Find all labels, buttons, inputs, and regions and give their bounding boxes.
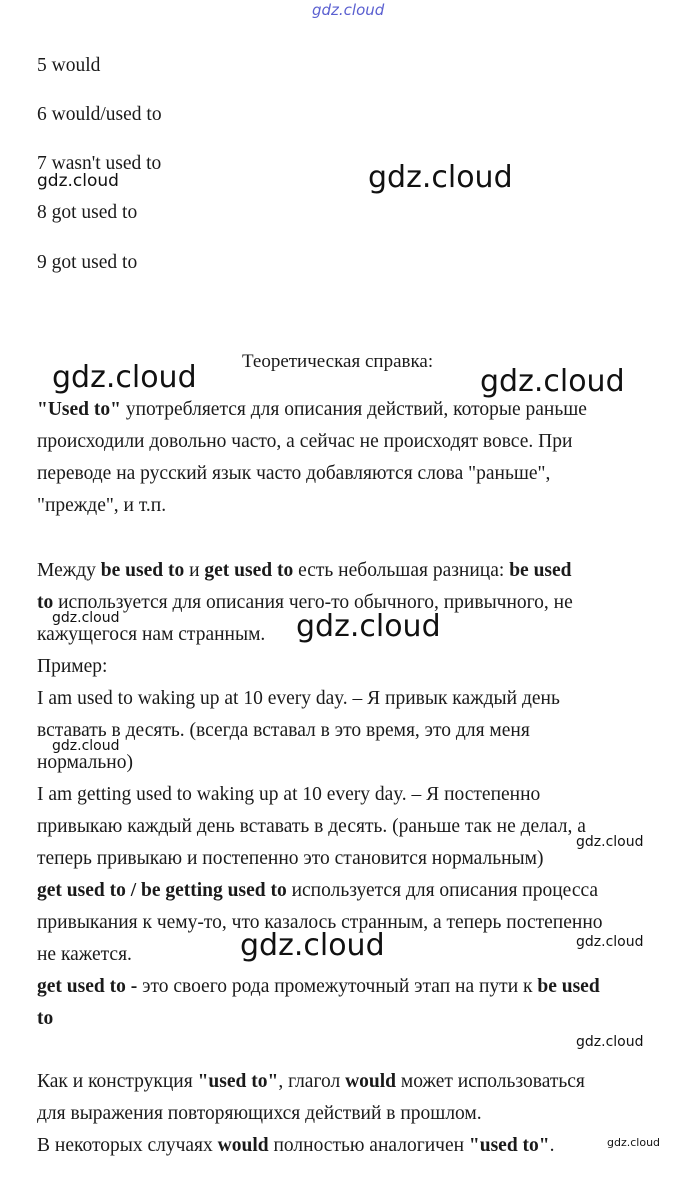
bold-term: to — [37, 1008, 54, 1029]
paragraph-line: привыкаю каждый день вставать в десять. (раньше так не делал, а — [37, 816, 586, 837]
answer-item: 9 got used to — [37, 252, 138, 273]
text-span: полностью аналогичен — [268, 1135, 469, 1156]
paragraph-line: теперь привыкаю и постепенно это становится нормальным) — [37, 848, 544, 869]
paragraph-line: переводе на русский язык часто добавляются слова "раньше", — [37, 463, 551, 484]
bold-term: be used — [509, 560, 572, 581]
text-span: это своего рода промежуточный этап на пути к — [137, 976, 538, 997]
text-span: есть небольшая разница: — [293, 560, 510, 581]
paragraph-line — [37, 1134, 555, 1158]
answer-item: 5 would — [37, 55, 101, 76]
text-span: . — [549, 1135, 555, 1156]
watermark-small: gdz.cloud — [576, 834, 644, 850]
bold-term: would — [217, 1135, 269, 1156]
paragraph-line: происходили довольно часто, а сейчас не происходят вовсе. При — [37, 431, 573, 452]
bold-term: get used to - — [37, 976, 138, 997]
watermark-large: gdz.cloud — [296, 609, 441, 644]
text-span: Как и конструкция — [37, 1071, 198, 1092]
text-span: Между — [37, 560, 101, 581]
answer-item: 8 got used to — [37, 202, 138, 223]
watermark-small: gdz.cloud — [576, 934, 644, 950]
paragraph-line: I am used to waking up at 10 every day. – Я привык каждый день — [37, 688, 560, 709]
bold-term: be used to — [100, 560, 185, 581]
watermark-large: gdz.cloud — [480, 364, 625, 399]
paragraph-line — [37, 591, 573, 615]
paragraph-line — [37, 1007, 53, 1031]
bold-term: "used to" — [197, 1071, 279, 1092]
answer-item: 6 would/used to — [37, 104, 162, 125]
watermark-small: gdz.cloud — [576, 1034, 644, 1050]
bold-term: "used to" — [468, 1135, 550, 1156]
text-span: , глагол — [278, 1071, 346, 1092]
paragraph-line: нормально) — [37, 752, 133, 773]
theory-heading: Теоретическая справка: — [242, 351, 434, 372]
text-span: и — [184, 560, 205, 581]
paragraph-line: вставать в десять. (всегда вставал в это время, это для меня — [37, 720, 530, 741]
watermark-large: gdz.cloud — [368, 160, 513, 195]
paragraph-line — [37, 398, 587, 422]
watermark-small: gdz.cloud — [52, 738, 120, 754]
text-span: используется для описания чего-то обычного, привычного, не — [53, 592, 573, 613]
paragraph-line: "прежде", и т.п. — [37, 495, 167, 516]
paragraph-line — [37, 1070, 585, 1094]
watermark-large: gdz.cloud — [52, 360, 197, 395]
watermark-medium: gdz.cloud — [37, 171, 119, 191]
bold-term: be used — [537, 976, 600, 997]
watermark-tiny: gdz.cloud — [607, 1136, 661, 1149]
bold-term: to — [37, 592, 54, 613]
paragraph-line — [37, 975, 600, 999]
text-span: употребляется для описания действий, которые раньше — [120, 399, 587, 420]
watermark-large: gdz.cloud — [240, 928, 385, 963]
paragraph-line — [37, 559, 572, 583]
text-span: В некоторых случаях — [37, 1135, 218, 1156]
paragraph-line: кажущегося нам странным. — [37, 624, 266, 645]
watermark-small: gdz.cloud — [52, 610, 120, 626]
paragraph-line: не кажется. — [37, 944, 132, 965]
bold-term: "Used to" — [37, 399, 121, 420]
bold-term: get used to / be getting used to — [37, 880, 287, 901]
answer-item: 7 wasn't used to — [37, 153, 162, 174]
bold-term: would — [345, 1071, 397, 1092]
paragraph-line: привыкания к чему-то, что казалось странным, а теперь постепенно — [37, 912, 603, 933]
text-span: используется для описания процесса — [286, 880, 599, 901]
paragraph-line — [37, 879, 598, 903]
text-span: может использоваться — [396, 1071, 585, 1092]
bold-term: get used to — [204, 560, 294, 581]
paragraph-line: для выражения повторяющихся действий в прошлом. — [37, 1103, 482, 1124]
paragraph-line: Пример: — [37, 656, 108, 677]
watermark-top: gdz.cloud — [312, 1, 385, 19]
paragraph-line: I am getting used to waking up at 10 every day. – Я постепенно — [37, 784, 541, 805]
